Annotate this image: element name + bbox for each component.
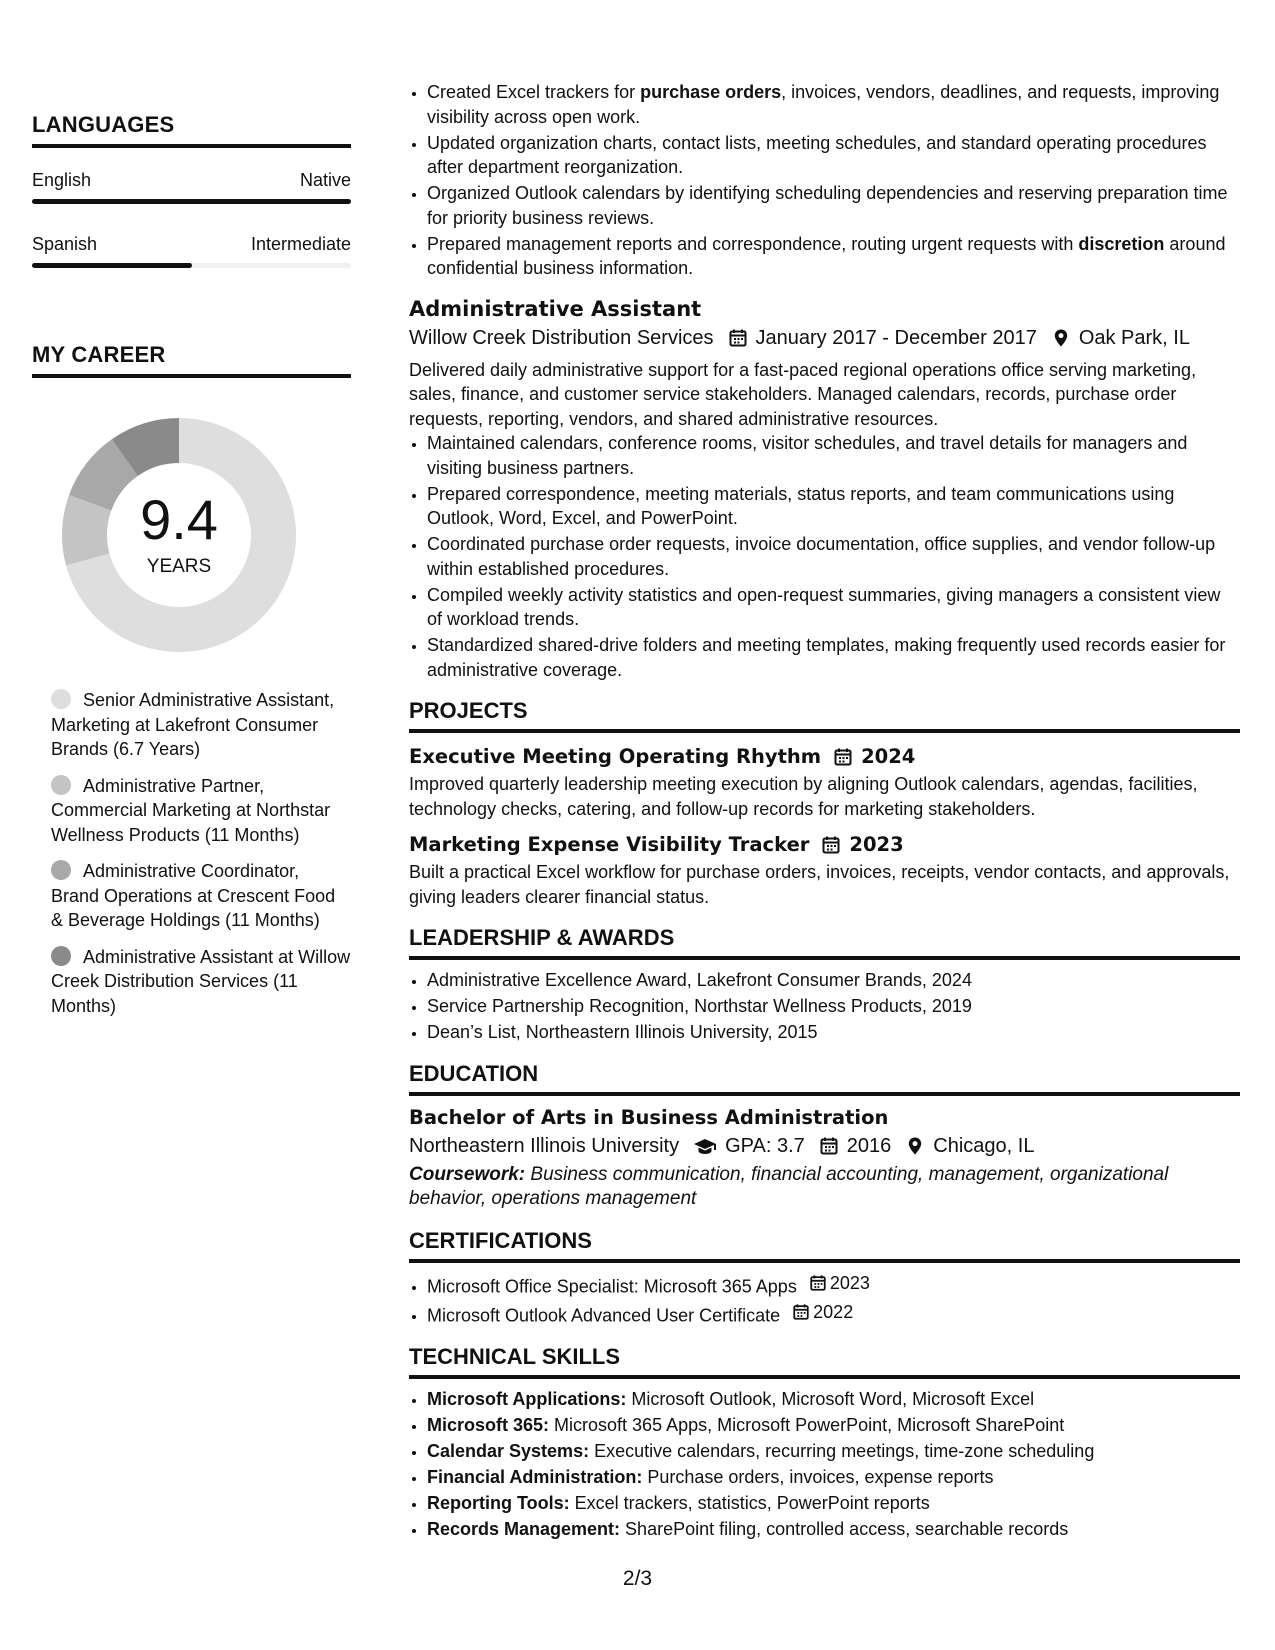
skill-value: Microsoft 365 Apps, Microsoft PowerPoint, Microsoft SharePoint xyxy=(549,1414,1065,1435)
page-number: 2/3 xyxy=(622,1567,653,1590)
bullet-text: Updated organization charts, contact lists, meeting schedules, and standard operating procedures after department reorganization. xyxy=(427,132,1207,177)
career-legend-item xyxy=(51,945,351,1019)
projects-list xyxy=(409,745,1240,909)
bullet-item xyxy=(427,181,1240,230)
certification-year: 2023 xyxy=(829,1272,870,1293)
language-level: Intermediate xyxy=(250,234,351,254)
skill-item xyxy=(427,1387,1240,1412)
language-item xyxy=(32,170,351,204)
skills-list xyxy=(409,1387,1240,1542)
project-description: Improved quarterly leadership meeting execution by aligning Outlook calendars, agendas, facilities, technology checks, catering, and follow-up records for marketing stakeholders. xyxy=(409,774,1198,819)
skill-value: Purchase orders, invoices, expense reports xyxy=(642,1466,994,1487)
leadership-heading: LEADERSHIP & AWARDS xyxy=(409,925,1240,960)
coursework xyxy=(409,1163,1240,1212)
previous-job-bullets xyxy=(409,80,1240,281)
skill-item xyxy=(427,1439,1240,1464)
calendar-icon xyxy=(792,1303,813,1321)
language-name: English xyxy=(32,170,92,190)
certification-name: Microsoft Outlook Advanced User Certificate xyxy=(427,1305,781,1325)
bullet-item: • Coordinated purchase order requests, invoice documentation, office supplies, and vendor follow-up within established procedures. xyxy=(427,532,1240,581)
skill-label: Financial Administration: xyxy=(427,1466,643,1487)
bullet-emphasis: purchase orders xyxy=(640,82,782,102)
skill-label: Microsoft Applications: xyxy=(427,1388,627,1409)
certification-date xyxy=(792,1300,853,1325)
bullet-text: Organized Outlook calendars by identifying scheduling dependencies and reserving preparation time for priority business reviews. xyxy=(427,183,1228,228)
education-heading: EDUCATION xyxy=(409,1061,1240,1096)
skill-label: Calendar Systems: xyxy=(427,1440,590,1461)
bullet-text: Created Excel trackers for xyxy=(427,82,641,102)
job-bullets xyxy=(409,431,1240,682)
projects-heading: PROJECTS xyxy=(409,698,1240,733)
certification-item xyxy=(427,1300,1240,1328)
project-title: Executive Meeting Operating Rhythm xyxy=(409,745,822,768)
calendar-icon xyxy=(821,835,841,855)
legend-dot xyxy=(51,689,71,709)
skills-heading: TECHNICAL SKILLS xyxy=(409,1344,1240,1379)
skill-label: Records Management: xyxy=(427,1518,621,1539)
legend-dot xyxy=(51,860,71,880)
bullet-emphasis: discretion xyxy=(1078,233,1165,254)
project-entry xyxy=(409,833,1240,909)
certification-year: 2022 xyxy=(813,1301,854,1322)
certification-item xyxy=(427,1271,1240,1299)
career-legend-label: Administrative Partner, Commercial Marketing at Northstar Wellness Products (11 Months) xyxy=(51,775,331,845)
bullet-item xyxy=(427,232,1240,281)
skill-item xyxy=(427,1491,1240,1516)
skill-value: Executive calendars, recurring meetings, time-zone scheduling xyxy=(589,1440,1095,1461)
calendar-icon xyxy=(819,1136,839,1156)
project-year: 2023 xyxy=(849,833,904,856)
graduation-cap-icon xyxy=(693,1136,717,1156)
job-dates: January 2017 - December 2017 xyxy=(755,326,1037,349)
award-item: • Service Partnership Recognition, Northstar Wellness Products, 2019 xyxy=(427,994,1240,1019)
skill-label: Reporting Tools: xyxy=(427,1492,570,1513)
skill-label: Microsoft 365: xyxy=(427,1414,550,1435)
job-company: Willow Creek Distribution Services xyxy=(409,326,714,349)
sidebar xyxy=(32,112,351,1030)
education-location: Chicago, IL xyxy=(933,1134,1035,1157)
project-title: Marketing Expense Visibility Tracker xyxy=(409,833,810,856)
career-legend-label: Administrative Coordinator, Brand Operations at Crescent Food & Beverage Holdings (11 Months) xyxy=(51,861,336,930)
job-entry xyxy=(409,297,1240,683)
leadership-list xyxy=(409,968,1240,1045)
education-meta xyxy=(409,1135,1240,1158)
skill-value: Excel trackers, statistics, PowerPoint reports xyxy=(569,1492,930,1513)
career-legend-item xyxy=(51,774,351,848)
bullet-item xyxy=(427,131,1240,180)
bullet-text: around confidential business information. xyxy=(427,233,1226,278)
bullet-item: • Prepared correspondence, meeting materials, status reports, and team communications using Outlook, Word, Excel, and PowerPoint. xyxy=(427,482,1240,531)
career-legend xyxy=(32,688,351,1018)
education-year: 2016 xyxy=(846,1134,892,1157)
career-total-unit: YEARS xyxy=(146,556,212,577)
main-column xyxy=(409,80,1240,1543)
career-heading: MY CAREER xyxy=(32,342,351,378)
map-pin-icon xyxy=(905,1136,925,1156)
language-proficiency-fill xyxy=(32,199,351,204)
certifications-list xyxy=(409,1271,1240,1328)
project-title-row xyxy=(409,833,1240,856)
languages-heading: LANGUAGES xyxy=(32,112,351,148)
job-summary: Delivered daily administrative support for a fast-paced regional operations office serving marketing, sales, finance, and customer service stakeholders. Managed calendars, records, purchase order requests, reporting, vendors, and shared administrative resources. xyxy=(409,359,1197,429)
certification-name: Microsoft Office Specialist: Microsoft 365 Apps xyxy=(427,1275,797,1296)
award-item: • Dean’s List, Northeastern Illinois University, 2015 xyxy=(427,1020,1240,1045)
career-legend-label: Administrative Assistant at Willow Creek Distribution Services (11 Months) xyxy=(51,946,351,1016)
language-level: Native xyxy=(299,170,351,190)
legend-dot xyxy=(51,946,71,966)
calendar-icon xyxy=(809,1274,830,1292)
skill-item xyxy=(427,1465,1240,1490)
language-proficiency-fill xyxy=(32,263,192,268)
bullet-item: • Maintained calendars, conference rooms, visitor schedules, and travel details for managers and visiting business partners. xyxy=(427,431,1240,480)
coursework-text: Business communication, financial accounting, management, organizational behavior, operations management xyxy=(409,1163,1169,1209)
award-item: • Administrative Excellence Award, Lakefront Consumer Brands, 2024 xyxy=(427,968,1240,993)
map-pin-icon xyxy=(1051,328,1071,348)
project-description: Built a practical Excel workflow for purchase orders, invoices, receipts, vendor contacts, and approvals, giving leaders clearer financial status. xyxy=(409,862,1230,907)
job-meta xyxy=(409,327,1240,350)
career-donut-chart xyxy=(54,410,304,660)
language-proficiency-bar xyxy=(32,199,351,204)
skill-value: SharePoint filing, controlled access, searchable records xyxy=(620,1518,1069,1539)
career-total-years: 9.4 xyxy=(140,488,218,551)
project-year: 2024 xyxy=(861,745,916,768)
education-entry xyxy=(409,1106,1240,1212)
bullet-item: • Compiled weekly activity statistics and open-request summaries, giving managers a consistent view of workload trends. xyxy=(427,583,1240,632)
bullet-item xyxy=(427,80,1240,129)
language-proficiency-bar xyxy=(32,263,351,268)
skill-item xyxy=(427,1517,1240,1542)
skill-item xyxy=(427,1413,1240,1438)
calendar-icon xyxy=(728,328,748,348)
bullet-text: Prepared management reports and correspondence, routing urgent requests with xyxy=(427,233,1079,254)
job-location: Oak Park, IL xyxy=(1078,326,1190,349)
calendar-icon xyxy=(833,747,853,767)
career-legend-item xyxy=(51,859,351,933)
job-title: Administrative Assistant xyxy=(409,296,702,321)
bullet-item: • Standardized shared-drive folders and meeting templates, making frequently used records easier for administrative coverage. xyxy=(427,633,1240,682)
certification-date xyxy=(809,1271,870,1296)
legend-dot xyxy=(51,775,71,795)
bullet-text: , invoices, vendors, deadlines, and requests, improving visibility across open work. xyxy=(427,82,1220,127)
language-item xyxy=(32,234,351,268)
career-legend-label: Senior Administrative Assistant, Marketing at Lakefront Consumer Brands (6.7 Years) xyxy=(51,690,335,759)
language-name: Spanish xyxy=(32,234,98,254)
coursework-label: Coursework: xyxy=(409,1163,526,1185)
project-entry xyxy=(409,745,1240,821)
skill-value: Microsoft Outlook, Microsoft Word, Microsoft Excel xyxy=(626,1388,1035,1409)
career-legend-item xyxy=(51,688,351,762)
certifications-heading: CERTIFICATIONS xyxy=(409,1228,1240,1263)
degree-title: Bachelor of Arts in Business Administration xyxy=(409,1105,889,1129)
project-title-row xyxy=(409,745,1240,768)
school-name: Northeastern Illinois University xyxy=(409,1134,680,1157)
education-gpa: GPA: 3.7 xyxy=(725,1134,805,1157)
